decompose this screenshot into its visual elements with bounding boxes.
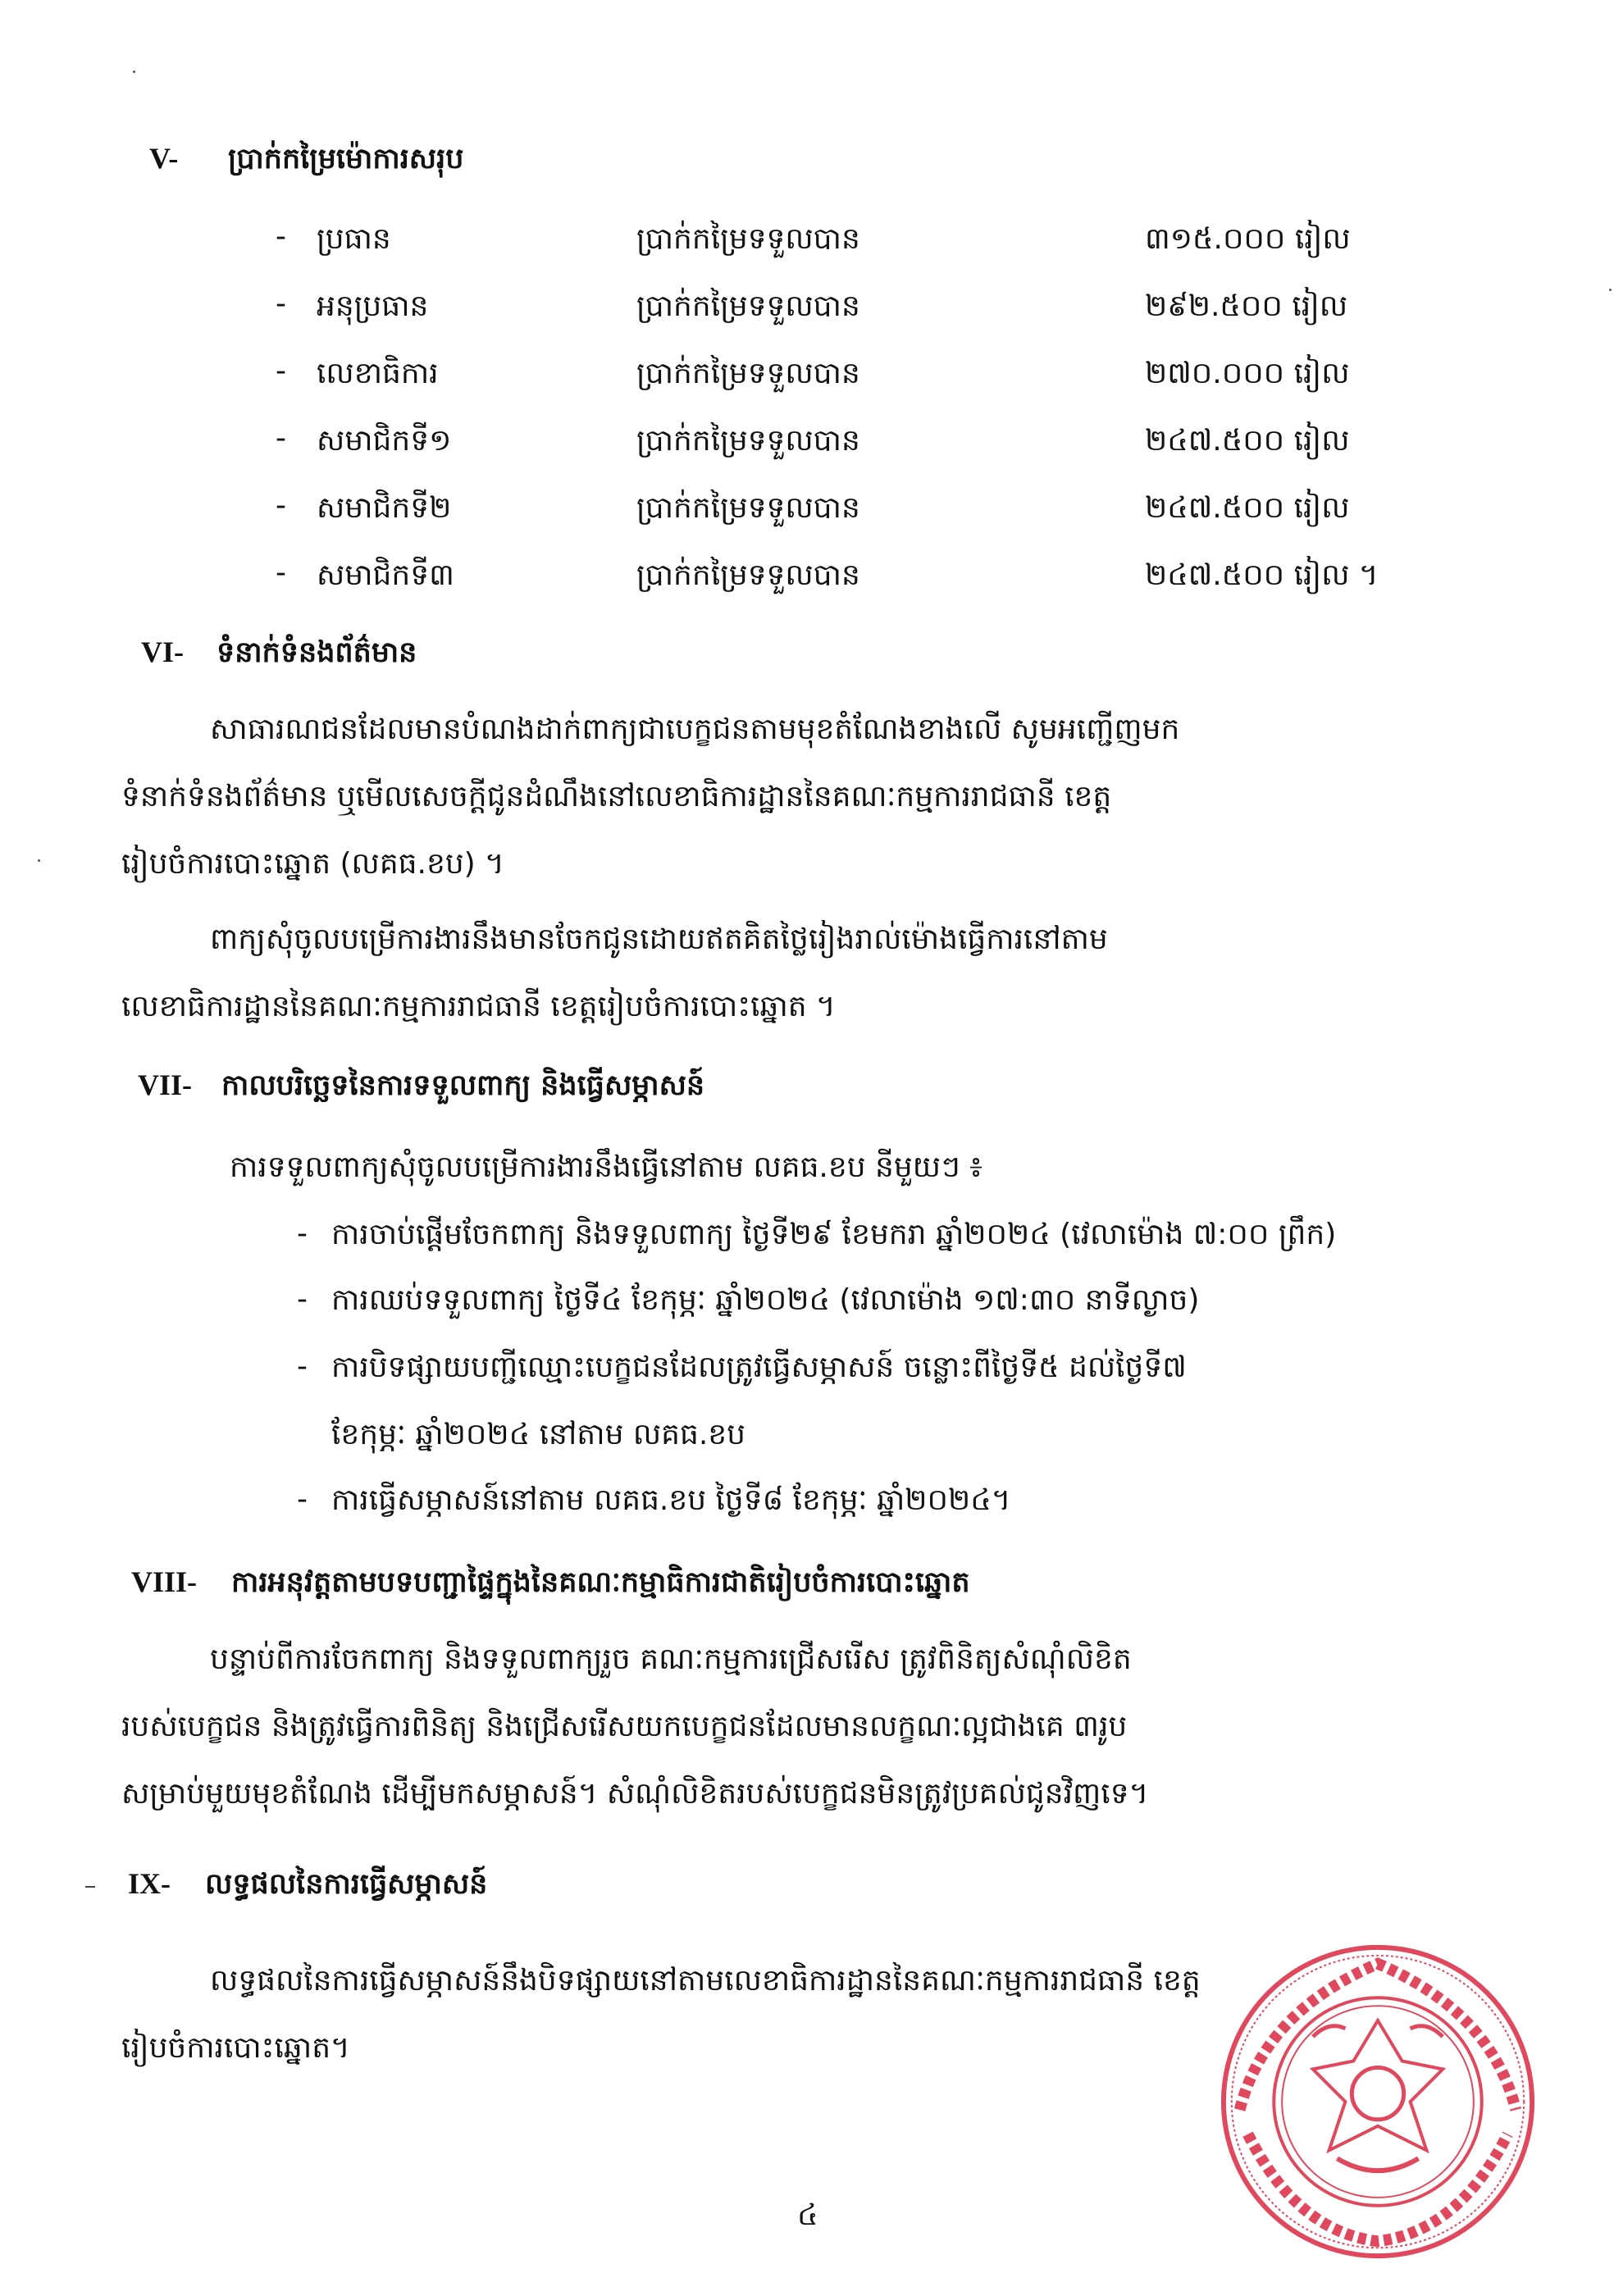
row-role: សមាជិកទី១ [317,424,452,458]
row-dash: - [276,220,286,253]
section-ix-para-line: រៀបចំការបោះឆ្នោត។ [121,2031,350,2065]
schedule-item: ការចាប់ផ្តើមចែកពាក្យ និងទទួលពាក្យ ថ្ងៃទី២៩ ខែមករា ឆ្នាំ២០២៤ (វេលាម៉ោង ៧:០០ ព្រឹក) [331,1218,1337,1251]
row-amount: ២៧០.០០០ រៀល [1145,357,1350,390]
section-vii-number: VII- [138,1068,193,1101]
section-v-title: ប្រាក់កម្រៃម៉ោការសរុប [228,143,464,175]
row-dash: - [276,556,286,590]
schedule-item: ការបិទផ្សាយបញ្ជីឈ្មោះបេក្ខជនដែលត្រូវធ្វើសម្ភាសន៍ ចន្លោះពីថ្ងៃទី៥ ដល់ថ្ងៃទី៧ [331,1351,1187,1384]
salary-row [0,421,1614,479]
schedule-item: ការធ្វើសម្ភាសន៍នៅតាម លគធ.ខប ថ្ងៃទី៨ ខែកុម្ភៈ ឆ្នាំ២០២៤។ [331,1483,1011,1517]
section-ix-para-line: លទ្ធផលនៃការធ្វើសម្ភាសន៍នឹងបិទផ្សាយនៅតាមលេខាធិការដ្ឋាននៃគណៈកម្មការរាជធានី ខេត្ត [210,1964,1201,1998]
row-dash: - [276,354,286,388]
section-vii-title: កាលបរិច្ឆេទនៃការទទួលពាក្យ និងធ្វើសម្ភាសន៍ [221,1069,705,1102]
schedule-item-continuation: ខែកុម្ភៈ ឆ្នាំ២០២៤ នៅតាម លគធ.ខប [331,1418,746,1451]
row-label: ប្រាក់កម្រៃទទួលបាន [636,222,860,256]
section-viii-para-line: បន្ទាប់ពីការចែកពាក្យ និងទទួលពាក្យរួច គណៈកម្មការជ្រើសរើស ត្រូវពិនិត្យសំណុំលិខិត [210,1642,1132,1676]
section-vii-intro: ការទទួលពាក្យសុំចូលបម្រើការងារនឹងធ្វើនៅតាម លគធ.ខប នីមួយៗ ៖ [230,1150,983,1184]
schedule-item: ការឈប់ទទួលពាក្យ ថ្ងៃទី៤ ខែកុម្ភៈ ឆ្នាំ២០២៤ (វេលាម៉ោង ១៧:៣០ នាទីល្ងាច) [331,1283,1200,1317]
row-label: ប្រាក់កម្រៃទទួលបាន [636,491,860,525]
row-role: ប្រធាន [317,222,391,256]
salary-row [0,489,1614,546]
section-ix-title: លទ្ធផលនៃការធ្វើសម្ភាសន៍ [205,1868,488,1901]
row-dash: - [276,421,286,455]
row-role: អនុប្រធាន [317,289,429,323]
section-vi-para1-line: រៀបចំការបោះឆ្នោត (លគធ.ខប) ។ [121,847,504,881]
section-vi-para2-line: ពាក្យសុំចូលបម្រើការងារនឹងមានចែកជូនដោយឥតគិតថ្លៃរៀងរាល់ម៉ោងធ្វើការនៅតាម [210,922,1108,956]
section-ix-number: IX- [128,1867,171,1900]
list-dash: - [297,1282,308,1316]
scan-speck [133,71,135,73]
section-v-number: V- [149,142,179,175]
row-amount: ៣១៥.០០០ រៀល [1145,222,1351,256]
section-viii-para-line: របស់បេក្ខជន និងត្រូវធ្វើការពិនិត្យ និងជ្រើសរើសយកបេក្ខជនដែលមានលក្ខណៈល្អជាងគេ ៣រូប [121,1710,1128,1743]
page-number: ៤ [797,2198,818,2232]
salary-row [0,287,1614,344]
row-role: សមាជិកទី២ [317,491,452,525]
list-dash: - [297,1217,308,1250]
row-label: ប្រាក់កម្រៃទទួលបាន [636,357,860,390]
salary-row [0,556,1614,613]
section-vi-para2-line: លេខាធិការដ្ឋាននៃគណៈកម្មការរាជធានី ខេត្តរៀបចំការបោះឆ្នោត ។ [121,990,836,1023]
row-label: ប្រាក់កម្រៃទទួលបាន [636,289,860,323]
row-label: ប្រាក់កម្រៃទទួលបាន [636,558,860,592]
section-vi-number: VI- [141,636,184,668]
row-dash: - [276,287,286,321]
scan-mark [85,1886,95,1888]
section-vi-title: ទំនាក់ទំនងព័ត៌មាន [217,636,417,669]
row-amount: ២៤៧.៥០០ រៀល [1145,491,1350,525]
row-amount: ២៤៧.៥០០ រៀល [1145,424,1350,458]
row-role: លេខាធិការ [317,357,439,390]
section-v-heading [149,141,178,175]
section-vi-para1-line: សាធារណជនដែលមានបំណងដាក់ពាក្យជាបេក្ខជនតាមមុខតំណែងខាងលើ សូមអញ្ជើញមក [210,713,1180,746]
salary-row [0,354,1614,412]
section-viii-para-line: សម្រាប់មួយមុខតំណែង ដើម្បីមកសម្ភាសន៍។ សំណុំលិខិតរបស់បេក្ខជនមិនត្រូវប្រគល់ជូនវិញទេ។ [121,1777,1149,1811]
official-seal-stamp [1215,1939,1540,2264]
section-viii-title: ការអនុវត្តតាមបទបញ្ជាផ្ទៃក្នុងនៃគណៈកម្មាធិការជាតិរៀបចំការបោះឆ្នោត [231,1566,970,1599]
list-dash: - [297,1350,308,1383]
row-label: ប្រាក់កម្រៃទទួលបាន [636,424,860,458]
list-dash: - [297,1483,308,1516]
row-amount: ២៩២.៥០០ រៀល [1145,289,1348,323]
row-amount: ២៤៧.៥០០ រៀល ។ [1145,558,1379,592]
row-dash: - [276,489,286,522]
section-viii-number: VIII- [131,1565,198,1598]
salary-row [0,220,1614,277]
row-role: សមាជិកទី៣ [317,558,454,592]
scan-speck [38,859,40,862]
section-vi-para1-line: ទំនាក់ទំនងព័ត៌មាន ឬមើលសេចក្តីជូនដំណឹងនៅលេខាធិការដ្ឋាននៃគណៈកម្មការរាជធានី ខេត្ត [121,780,1112,813]
